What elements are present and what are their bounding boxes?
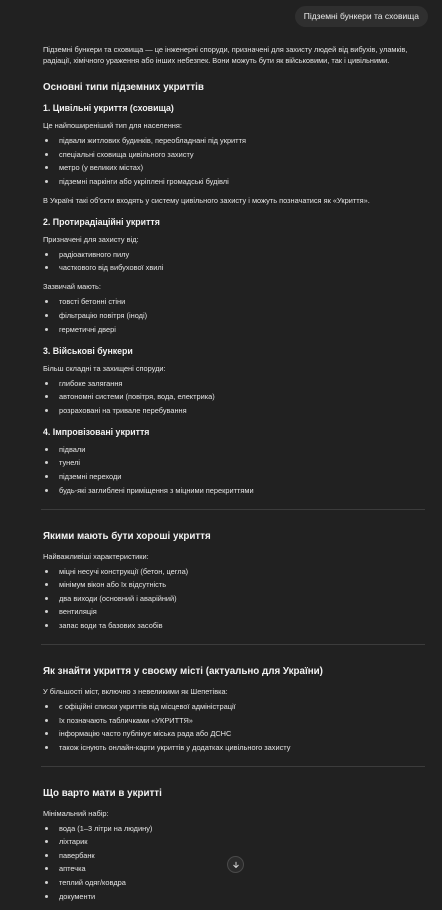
type-title: 1. Цивільні укриття (сховища) — [43, 103, 174, 113]
user-message-bubble: Підземні бункери та сховища — [295, 6, 428, 27]
list-item: аптечка — [43, 863, 431, 874]
list-item: інформацію часто публікує міська рада або ДСНС — [43, 728, 431, 739]
type-military — [43, 345, 431, 416]
list-item: герметичні двері — [43, 324, 431, 335]
list-item: підземні паркінги або укріплені громадські будівлі — [43, 176, 431, 187]
type-title: 2. Протирадіаційні укриття — [43, 216, 160, 227]
type-antiradiation — [43, 216, 431, 335]
list-item: також існують онлайн-карти укриттів у додатках цивільного захисту — [43, 742, 431, 753]
type-list — [43, 378, 431, 416]
list-item: часткового від вибухової хвилі — [43, 262, 431, 273]
section-heading-find: Як знайти укриття у своєму місті (актуально для України) — [43, 665, 323, 677]
list-item: радіоактивного пилу — [43, 249, 431, 260]
list-item: теплий одяг/ковдра — [43, 877, 431, 888]
list-item: глибоке залягання — [43, 378, 431, 389]
list-item: будь-які заглиблені приміщення з міцними перекриттями — [43, 485, 431, 496]
type-civil — [43, 102, 431, 206]
section-divider — [41, 644, 425, 645]
type-list-2 — [43, 296, 431, 334]
list-item: документи — [43, 891, 431, 902]
list-item: автономні системи (повітря, вода, електрика) — [43, 391, 431, 402]
list-item: тунелі — [43, 457, 431, 468]
list-item: ліхтарик — [43, 836, 431, 847]
type-list — [43, 444, 431, 496]
section-divider — [41, 766, 425, 767]
find-list — [43, 701, 431, 753]
arrow-down-icon — [232, 861, 240, 869]
list-item: їх позначають табличками «УКРИТТЯ» — [43, 715, 431, 726]
type-intro-2: Зазвичай мають: — [43, 282, 101, 292]
assistant-answer — [43, 44, 431, 910]
list-item: спеціальні сховища цивільного захисту — [43, 149, 431, 160]
list-item: запас води та базових засобів — [43, 620, 431, 631]
scroll-to-bottom-button[interactable] — [227, 856, 244, 873]
type-title: 4. Імпровізовані укриття — [43, 426, 150, 437]
section-intro: Мінімальний набір: — [43, 808, 109, 818]
list-item: підвали житлових будинків, переобладнані під укриття — [43, 135, 431, 146]
list-item: товсті бетонні стіни — [43, 296, 431, 307]
list-item: розраховані на тривале перебування — [43, 405, 431, 416]
section-intro: У більшості міст, включно з невеликими як Шепетівка: — [43, 686, 228, 696]
type-intro: Призначені для захисту від: — [43, 234, 139, 244]
list-item: метро (у великих містах) — [43, 162, 431, 173]
good-list — [43, 566, 431, 631]
list-item: мінімум вікон або їх відсутність — [43, 579, 431, 590]
list-item: павербанк — [43, 850, 431, 861]
section-divider — [41, 509, 425, 510]
section-heading-types: Основні типи підземних укриттів — [43, 82, 204, 93]
section-heading-good: Якими мають бути хороші укриття — [43, 530, 211, 542]
list-item: міцні несучі конструкції (бетон, цегла) — [43, 566, 431, 577]
type-title: 3. Військові бункери — [43, 345, 133, 356]
list-item: два виходи (основний і аварійний) — [43, 593, 431, 604]
list-item: вода (1–3 літри на людину) — [43, 823, 431, 834]
section-intro: Найважливіші характеристики: — [43, 551, 149, 561]
type-list — [43, 249, 431, 274]
type-intro: Більш складні та захищені споруди: — [43, 363, 166, 373]
type-improvised — [43, 426, 431, 496]
section-heading-have: Що варто мати в укритті — [43, 787, 162, 799]
list-item: є офіційні списки укриттів від місцевої адміністрації — [43, 701, 431, 712]
list-item: підвали — [43, 444, 431, 455]
type-intro: Це найпоширеніший тип для населення: — [43, 121, 182, 130]
type-list — [43, 135, 431, 187]
list-item: підземні переходи — [43, 471, 431, 482]
type-note: В Україні такі об'єкти входять у систему цивільного захисту і можуть позначатися як «Укриття». — [43, 195, 370, 205]
list-item: фільтрацію повітря (іноді) — [43, 310, 431, 321]
answer-intro: Підземні бункери та сховища — це інженерні споруди, призначені для захисту людей від вибухів, уламків, радіації, хімічного ураження або інших небезпек. Вони можуть бути як військовими, так і цивільними. — [43, 45, 408, 65]
list-item: вентиляція — [43, 606, 431, 617]
